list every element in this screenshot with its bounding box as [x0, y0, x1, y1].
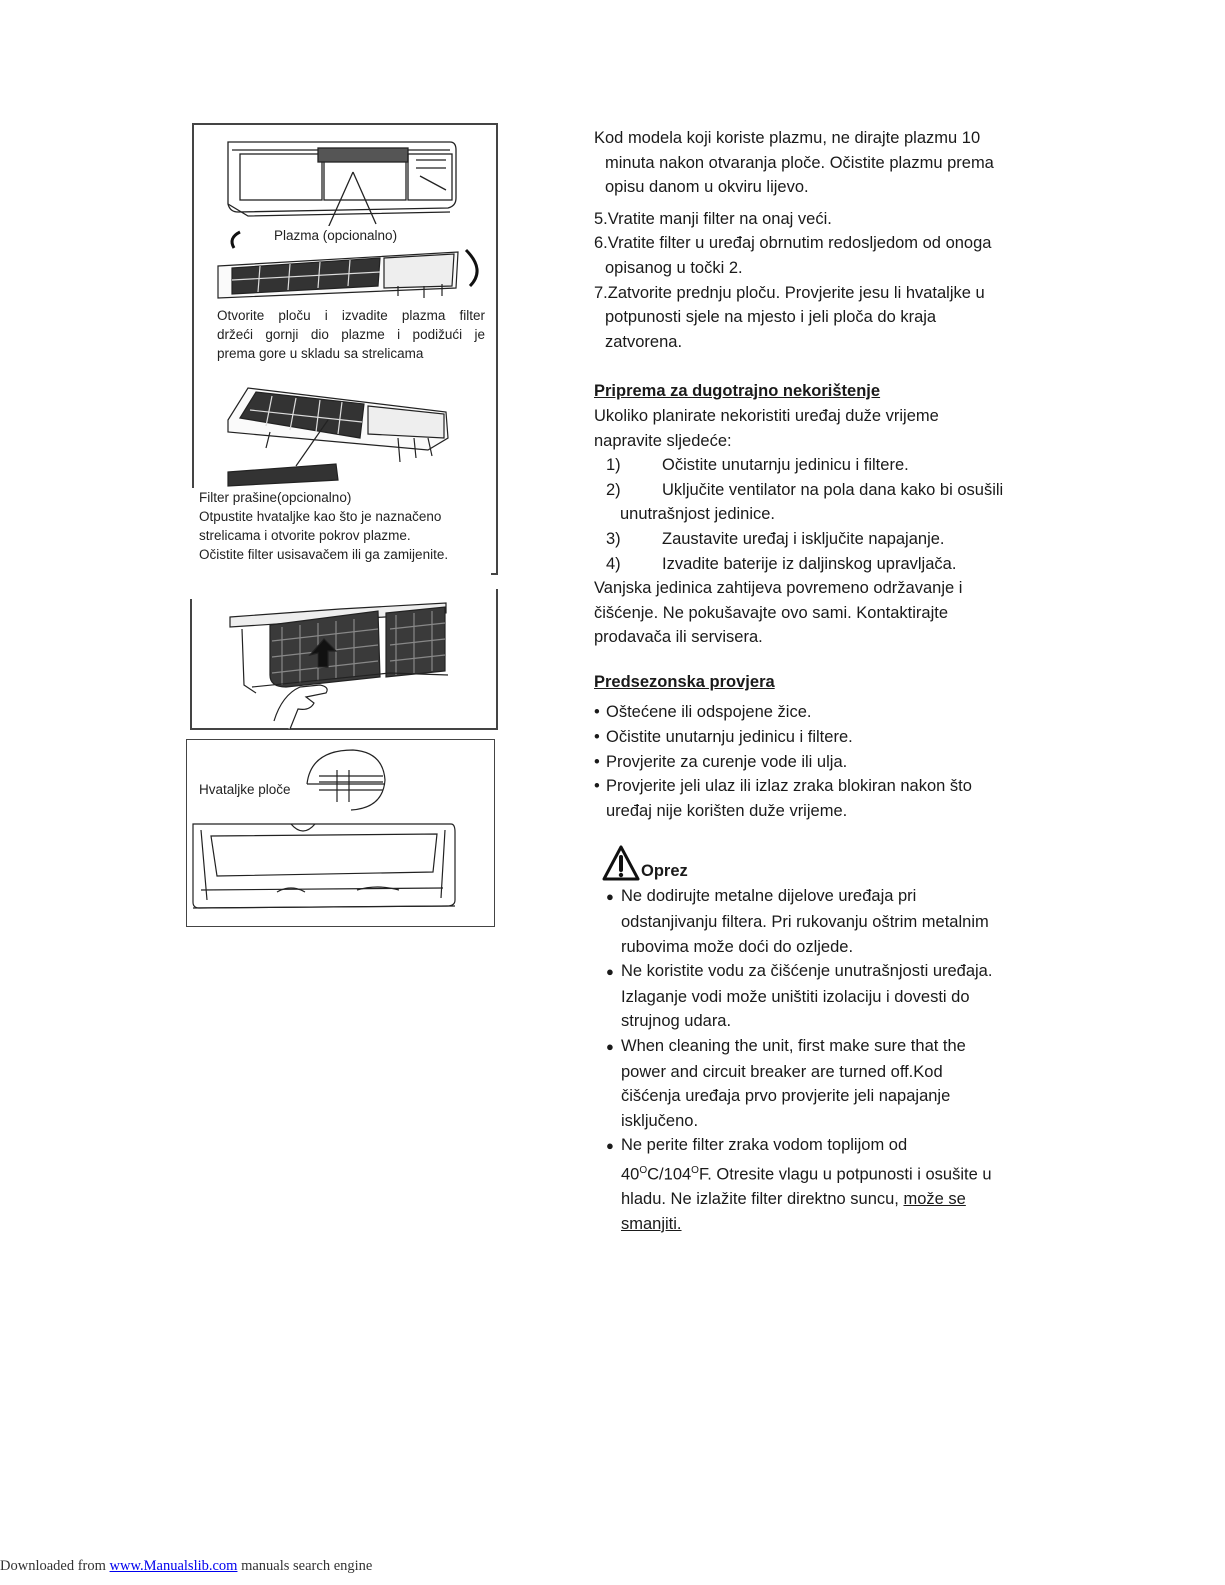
- manualslib-link[interactable]: www.Manualslib.com: [109, 1558, 238, 1574]
- figure-panel-clips: [186, 739, 495, 927]
- caution-text-continued: čišćenja uređaja prvo provjerite jeli napajanje: [621, 1087, 951, 1106]
- label-panel-clips: Hvataljke ploče: [197, 778, 293, 801]
- caution-text: Ne koristite vodu za čišćenje unutrašnjosti uređaja.: [621, 962, 993, 981]
- caption-open-panel: [217, 306, 485, 363]
- caution-text-continued: Izlaganje vodi može uništiti izolaciju i dovesti do: [621, 987, 970, 1006]
- step-line: 6.Vratite filter u uređaj obrnutim redosljedom od onoga: [594, 234, 992, 253]
- longterm-outro-line: Vanjska jedinica zahtijeva povremeno održavanje i: [594, 579, 963, 598]
- footer-prefix: Downloaded from: [0, 1558, 110, 1574]
- caption-release-line: Očistite filter usisavačem ili ga zamijenite.: [199, 547, 449, 562]
- caution-text-continued: odstanjivanju filtera. Pri rukovanju oštrim metalnim: [621, 913, 989, 932]
- longterm-intro-line: Ukoliko planirate nekoristiti uređaj duže vrijeme: [594, 406, 939, 425]
- right-column: [594, 126, 1064, 1236]
- figure-plasma-filter: [188, 120, 508, 580]
- caution-item: ● Ne koristite vodu za čišćenje unutrašnjosti uređaja.: [606, 959, 1064, 985]
- item-text: Zaustavite uređaj i isključite napajanje.: [662, 529, 945, 548]
- caution-text-continued: [606, 1187, 1064, 1212]
- longterm-outro-line: prodavača ili servisera.: [594, 628, 763, 647]
- item-text: Uključite ventilator na pola dana kako bi osušili: [662, 480, 1004, 499]
- intro-line: opisu danom u okviru lijevo.: [605, 178, 809, 197]
- footer-suffix: manuals search engine: [237, 1558, 373, 1574]
- intro-line: minuta nakon otvaranja ploče. Očistite plazmu prema: [605, 153, 994, 172]
- temp-40: 40: [621, 1165, 640, 1184]
- warning-icon: [602, 845, 640, 881]
- preseason-text: Provjerite jeli ulaz ili izlaz zraka blokiran nakon što: [606, 777, 972, 796]
- figure-lift-filter: [190, 589, 501, 730]
- temp-104: C/104: [647, 1165, 692, 1184]
- caution-text-part: hladu. Ne izlažite filter direktno suncu,: [621, 1190, 904, 1209]
- step-line: 7.Zatvorite prednju ploču. Provjerite jesu li hvataljke u: [594, 283, 985, 302]
- caution-item: ● Ne perite filter zraka vodom toplijom od: [606, 1133, 1064, 1159]
- preseason-text: Očistite unutarnju jedinicu i filtere.: [606, 728, 853, 747]
- degree-mark: O: [639, 1164, 648, 1176]
- heading-long-term: Priprema za dugotrajno nekorištenje: [594, 382, 881, 401]
- caption-open-line: prema gore u skladu sa strelicama: [217, 346, 424, 361]
- item-text-continued: unutrašnjost jedinice.: [620, 505, 776, 524]
- caption-dust-filter: [199, 488, 499, 564]
- caution-text: When cleaning the unit, first make sure that the: [621, 1037, 966, 1055]
- label-dust-filter: Filter prašine(opcionalno): [199, 490, 352, 505]
- preseason-text-continued: uređaj nije korišten duže vrijeme.: [606, 801, 848, 820]
- longterm-item: [594, 478, 1064, 503]
- caution-text-continued: strujnog udara.: [621, 1012, 732, 1031]
- panel-clips-illustration: [187, 740, 494, 926]
- longterm-outro-line: čišćenje. Ne pokušavajte ovo sami. Kontaktirajte: [594, 603, 949, 622]
- caution-text-continued: [606, 1159, 1064, 1187]
- caption-open-line: držeći gornji dio plazme i podižući je: [217, 327, 485, 342]
- arrow-left-curve: [232, 232, 240, 248]
- step-line: 5.Vratite manji filter na onaj veći.: [594, 209, 832, 228]
- preseason-text: Provjerite za curenje vode ili ulja.: [606, 752, 848, 771]
- step-line: zatvorena.: [605, 332, 683, 351]
- caution-text-underlined: smanjiti.: [621, 1214, 682, 1233]
- caution-text-continued: [606, 1212, 1064, 1237]
- step-line: potpunosti sjele na mjesto i jeli ploča do kraja: [605, 308, 937, 327]
- label-plasma: Plazma (opcionalno): [274, 228, 398, 243]
- caution-list: [606, 884, 1064, 1236]
- item-text: Očistite unutarnju jedinicu i filtere.: [662, 456, 909, 475]
- item-number: 3): [606, 529, 621, 548]
- caption-release-line: Otpustite hvataljke kao što je naznačeno: [199, 509, 442, 524]
- intro-line: Kod modela koji koriste plazmu, ne dirajte plazmu 10: [594, 129, 981, 147]
- caption-open-line: Otvorite ploču i izvadite plazma filter: [217, 308, 485, 323]
- preseason-item: • Oštećene ili odspojene žice.: [594, 700, 1064, 725]
- item-text: Izvadite baterije iz daljinskog upravljača.: [662, 554, 957, 573]
- longterm-item: [594, 552, 1064, 577]
- caution-text-underlined: može se: [903, 1190, 966, 1209]
- caution-text-continued: rubovima može doći do ozljede.: [621, 937, 854, 956]
- item-number: 2): [606, 480, 621, 499]
- caption-release-line: strelicama i otvorite pokrov plazme.: [199, 528, 411, 543]
- lift-filter-illustration: [190, 589, 501, 730]
- caution-header: [602, 841, 1064, 881]
- preseason-item: • Provjerite za curenje vode ili ulja.: [594, 750, 1064, 775]
- preseason-text: Oštećene ili odspojene žice.: [606, 703, 812, 722]
- longterm-item: [594, 453, 1064, 478]
- caution-text: Ne perite filter zraka vodom toplijom od: [621, 1136, 908, 1155]
- item-number: 1): [606, 456, 621, 475]
- caution-text-continued: power and circuit breaker are turned off.Kod: [621, 1062, 943, 1081]
- step-line: opisanog u točki 2.: [605, 258, 743, 277]
- caution-text-continued: isključeno.: [621, 1111, 699, 1130]
- footer: [0, 1558, 372, 1575]
- caution-item: ● When cleaning the unit, first make sure that the: [606, 1034, 1064, 1060]
- degree-mark: O: [691, 1164, 699, 1176]
- caution-text: Ne dodirujte metalne dijelove uređaja pri: [621, 887, 917, 906]
- longterm-item: [594, 527, 1064, 552]
- preseason-item: • Provjerite jeli ulaz ili izlaz zraka blokiran nakon što: [594, 774, 1064, 799]
- caution-title: Oprez: [641, 862, 688, 881]
- heading-preseason: Predsezonska provjera: [594, 672, 775, 691]
- caution-item: ● Ne dodirujte metalne dijelove uređaja pri: [606, 884, 1064, 910]
- longterm-intro-line: napravite sljedeće:: [594, 431, 732, 450]
- temp-rest: F. Otresite vlagu u potpunosti i osušite u: [698, 1165, 992, 1184]
- preseason-item: • Očistite unutarnju jedinicu i filtere.: [594, 725, 1064, 750]
- item-number: 4): [606, 554, 621, 573]
